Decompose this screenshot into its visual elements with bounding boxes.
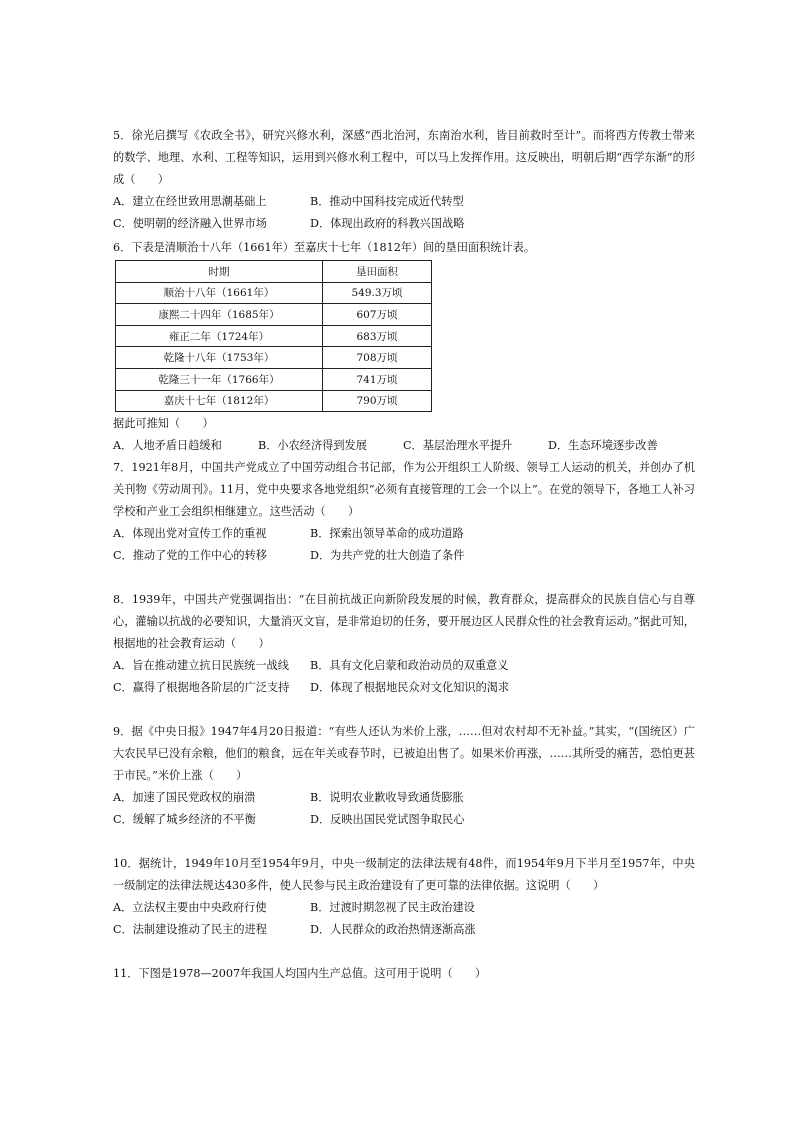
table-cell-period: 顺治十八年（1661年） (116, 282, 323, 304)
question-stem: 7．1921年8月，中国共产党成立了中国劳动组合书记部，作为公开组织工人阶级、领导工人运动的机关，并创办了机关刊物《劳动周刊》。11月，党中央要求各地党组织“必须有直接管理的工会一个以上”。在党的领导下，各地工人补习学校和产业工会组织相继建立。这些活动（ ） (113, 461, 695, 518)
question-stem: 11．下图是1978—2007年我国人均国内生产总值。这可用于说明（ ） (113, 967, 487, 980)
question-5 (113, 125, 695, 235)
option-c[interactable]: C．使明朝的经济融入世界市场 (113, 217, 267, 230)
table-row (116, 347, 432, 369)
option-c[interactable]: C．法制建设推动了民主的进程 (113, 923, 267, 936)
option-b[interactable]: B．过渡时期忽视了民主政治建设 (310, 901, 475, 914)
option-d[interactable]: D．人民群众的政治热情逐渐高涨 (310, 923, 476, 936)
option-c[interactable]: C．缓解了城乡经济的不平衡 (113, 813, 256, 826)
reclaimed-land-table (115, 260, 432, 412)
table-cell-period: 康熙二十四年（1685年） (116, 304, 323, 326)
question-stem-followup: 据此可推知（ ） (113, 417, 214, 430)
options (113, 523, 695, 567)
option-d[interactable]: D．体现了根据地民众对文化知识的渴求 (310, 681, 510, 694)
question-7 (113, 457, 695, 567)
option-a[interactable]: A．加速了国民党政权的崩溃 (113, 791, 256, 804)
option-b[interactable]: B．探索出领导革命的成功道路 (310, 527, 464, 540)
option-a[interactable]: A．旨在推动建立抗日民族统一战线 (113, 659, 289, 672)
question-9 (113, 721, 695, 831)
table-cell-area: 790万顷 (323, 390, 432, 412)
question-11 (113, 963, 695, 985)
option-d[interactable]: D．生态环境逐步改善 (548, 439, 658, 452)
question-stem: 10．据统计，1949年10月至1954年9月，中央一级制定的法律法规有48件，而1954年9月下半月至1957年，中央一级制定的法律法规达430多件，使人民参与民主政治建设有了更可靠的法律依据。这说明（ ） (113, 857, 695, 892)
option-a[interactable]: A．建立在经世致用思潮基础上 (113, 195, 267, 208)
option-a[interactable]: A．体现出党对宣传工作的重视 (113, 527, 267, 540)
option-d[interactable]: D．体现出政府的科教兴国战略 (310, 217, 465, 230)
table-cell-period: 嘉庆十七年（1812年） (116, 390, 323, 412)
option-b[interactable]: B．推动中国科技完成近代转型 (310, 195, 464, 208)
table-header-area: 垦田面积 (323, 261, 432, 283)
question-6 (113, 237, 695, 259)
table-row (116, 390, 432, 412)
option-d[interactable]: D．反映出国民党试图争取民心 (310, 813, 465, 826)
table-cell-area: 549.3万顷 (323, 282, 432, 304)
table-cell-area: 607万顷 (323, 304, 432, 326)
option-b[interactable]: B．小农经济得到发展 (258, 439, 367, 452)
options (113, 191, 695, 235)
table-cell-period: 乾隆三十一年（1766年） (116, 368, 323, 390)
question-10 (113, 853, 695, 941)
question-6-followup (113, 413, 695, 457)
table-cell-period: 雍正二年（1724年） (116, 325, 323, 347)
options (113, 655, 695, 699)
option-c[interactable]: C．基层治理水平提升 (403, 439, 513, 452)
table-cell-period: 乾隆十八年（1753年） (116, 347, 323, 369)
option-c[interactable]: C．赢得了根据地各阶层的广泛支持 (113, 681, 290, 694)
option-b[interactable]: B．说明农业歉收导致通货膨胀 (310, 791, 464, 804)
option-a[interactable]: A．人地矛盾日趋缓和 (113, 439, 222, 452)
options (113, 897, 695, 941)
table-row (116, 325, 432, 347)
question-stem: 8．1939年，中国共产党强调指出：“在目前抗战正向新阶段发展的时候，教育群众，提高群众的民族自信心与自尊心，灌输以抗战的必要知识，大量消灭文盲，是非常迫切的任务，要开展边区人民群众性的社会教育运动。”据此可知，根据地的社会教育运动（ ） (113, 593, 695, 650)
table-row (116, 282, 432, 304)
table-cell-area: 708万顷 (323, 347, 432, 369)
question-8 (113, 589, 695, 699)
question-stem: 9．据《中央日报》1947年4月20日报道：“有些人还认为米价上涨，……但对农村却不无补益。”其实，“(国统区）广大农民早已没有余粮，他们的粮食，远在年关或春节时，已被迫出售了。如果米价再涨，……其所受的痛苦，恐怕更甚于市民。”米价上涨（ ） (113, 725, 695, 782)
table-cell-area: 741万顷 (323, 368, 432, 390)
option-d[interactable]: D．为共产党的壮大创造了条件 (310, 549, 465, 562)
options (113, 787, 695, 831)
option-c[interactable]: C．推动了党的工作中心的转移 (113, 549, 267, 562)
question-stem: 6．下表是清顺治十八年（1661年）至嘉庆十七年（1812年）间的垦田面积统计表。 (113, 241, 536, 254)
question-stem: 5．徐光启撰写《农政全书》，研究兴修水利，深感“西北治河，东南治水利，皆目前救时至计”。而将西方传教士带来的数学、地理、水利、工程等知识，运用到兴修水利工程中，可以马上发挥作用。这反映出，明朝后期“西学东渐”的形成（ ） (113, 129, 696, 186)
table-row (116, 304, 432, 326)
options (113, 435, 695, 457)
option-a[interactable]: A．立法权主要由中央政府行使 (113, 901, 267, 914)
table-header-period: 时期 (116, 261, 323, 283)
table-row (116, 368, 432, 390)
table-cell-area: 683万顷 (323, 325, 432, 347)
option-b[interactable]: B．具有文化启蒙和政治动员的双重意义 (310, 659, 509, 672)
table-header-row (116, 261, 432, 283)
